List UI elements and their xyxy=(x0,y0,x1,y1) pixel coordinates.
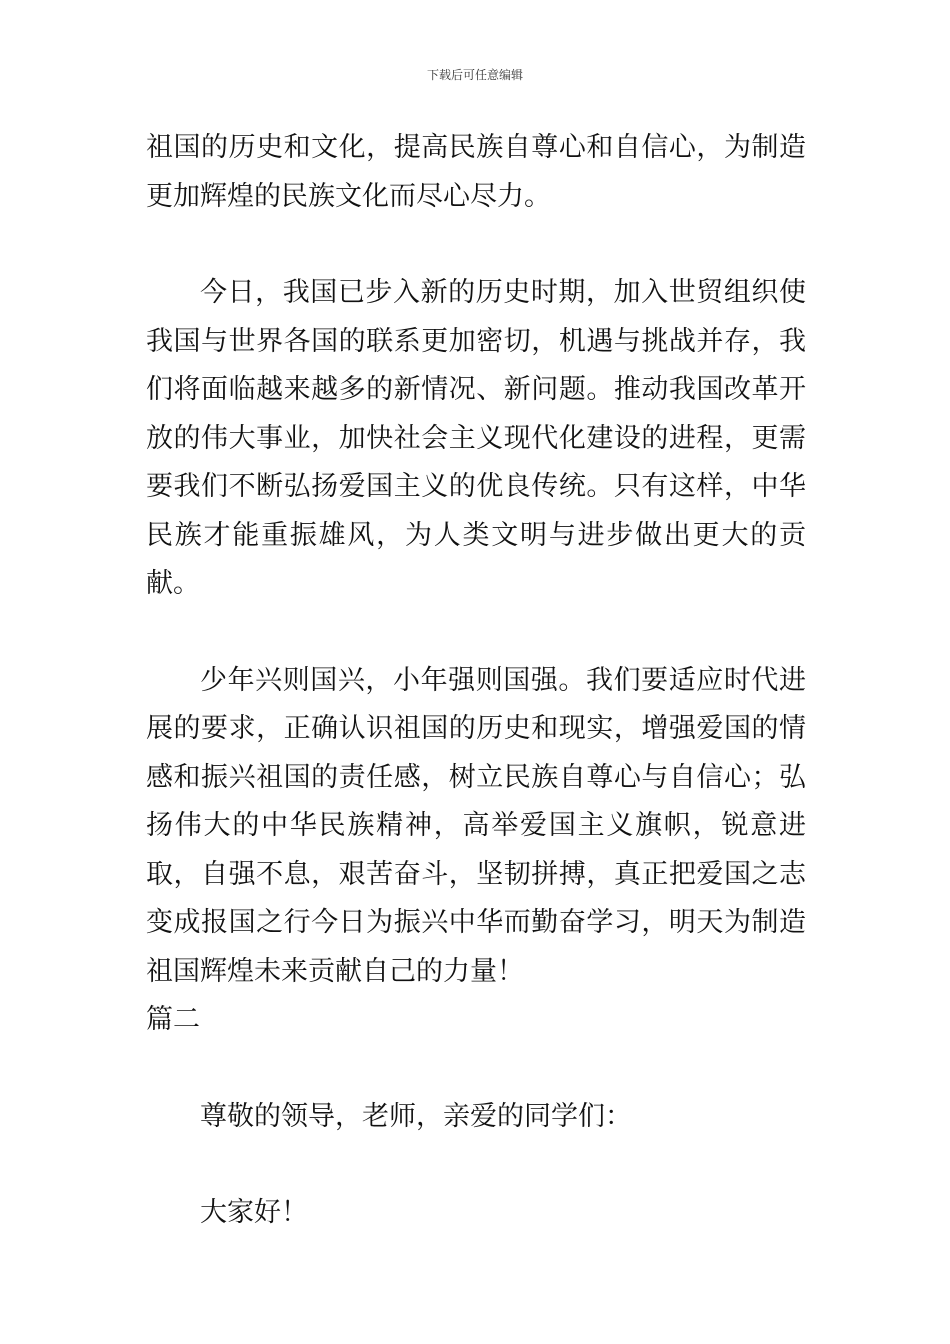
paragraph-gap xyxy=(146,1045,806,1093)
paragraph-youth: 少年兴则国兴，小年强则国强。我们要适应时代进展的要求，正确认识祖国的历史和现实，增强爱国的情感和振兴祖国的责任感，树立民族自尊心与自信心；弘扬伟大的中华民族精神，高举爱国主义旗帜，锐意进取，自强不息，艰苦奋斗，坚韧拼搏，真正把爱国之志变成报国之行今日为振兴中华而勤奋学习，明天为制造祖国辉煌未来贡献自己的力量！ xyxy=(146,664,806,987)
paragraph-gap xyxy=(146,221,806,269)
section-title: 篇二 xyxy=(146,1004,200,1035)
salutation-line: 大家好！ xyxy=(200,1197,308,1228)
greeting-line: 尊敬的领导，老师，亲爱的同学们： xyxy=(200,1100,632,1132)
paragraph-continuation: 祖国的历史和文化，提高民族自尊心和自信心，为制造更加辉煌的民族文化而尽心尽力。 xyxy=(146,132,806,212)
page-header-note: 下载后可任意编辑 xyxy=(426,68,523,82)
paragraph-gap xyxy=(146,1141,806,1189)
paragraph-gap xyxy=(146,609,806,657)
paragraph-new-era: 今日，我国已步入新的历史时期，加入世贸组织使我国与世界各国的联系更加密切，机遇与挑战并存，我们将面临越来越多的新情况、新问题。推动我国改革开放的伟大事业，加快社会主义现代化建设的进程，更需要我们不断弘扬爱国主义的优良传统。只有这样，中华民族才能重振雄风，为人类文明与进步做出更大的贡献。 xyxy=(146,277,806,599)
document-body xyxy=(146,124,806,1238)
